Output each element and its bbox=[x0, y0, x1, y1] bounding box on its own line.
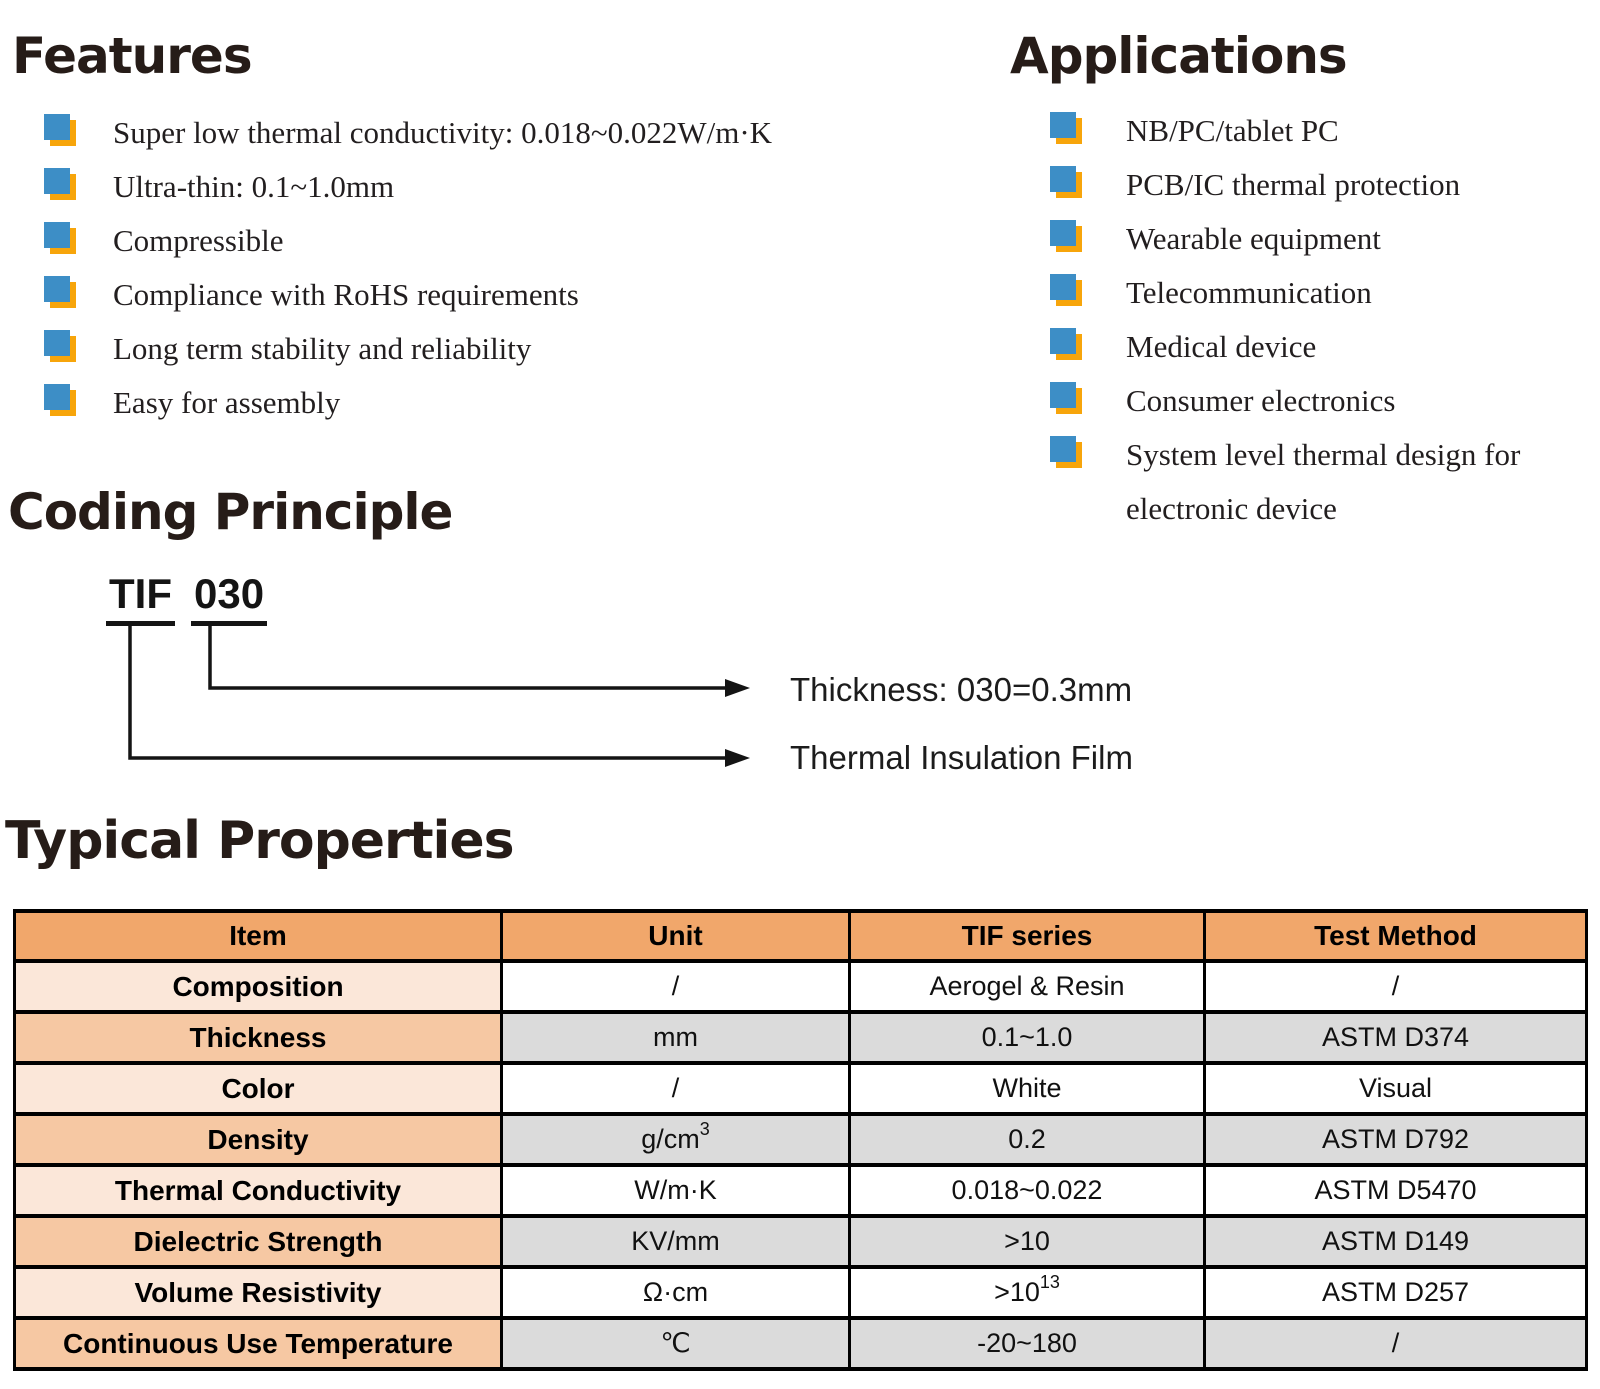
tif-series-cell: $>10^{13}$ bbox=[850, 1267, 1205, 1318]
item-cell: Density bbox=[15, 1114, 502, 1165]
feature-item bbox=[50, 268, 772, 322]
coding-connector-lines bbox=[100, 620, 800, 785]
test-method-cell: / bbox=[1205, 1318, 1587, 1369]
square-bullet-icon bbox=[50, 390, 76, 416]
square-bullet-icon bbox=[1056, 118, 1082, 144]
column-header: TIF series bbox=[850, 911, 1205, 961]
square-bullet-icon bbox=[1056, 334, 1082, 360]
application-item-label: Consumer electronics bbox=[1126, 383, 1396, 418]
square-bullet-icon bbox=[50, 282, 76, 308]
applications-list bbox=[1056, 104, 1598, 536]
item-cell: Dielectric Strength bbox=[15, 1216, 502, 1267]
unit-cell: $g/cm^3$ bbox=[502, 1114, 850, 1165]
features-title: Features bbox=[12, 27, 252, 85]
table-row bbox=[15, 1165, 1587, 1216]
square-bullet-icon bbox=[50, 228, 76, 254]
unit-cell: ℃ bbox=[502, 1318, 850, 1369]
square-bullet-icon bbox=[50, 174, 76, 200]
typical-properties-table bbox=[13, 909, 1588, 1371]
feature-item-label: Compliance with RoHS requirements bbox=[113, 277, 579, 312]
column-header: Unit bbox=[502, 911, 850, 961]
application-item bbox=[1056, 266, 1598, 320]
tif-series-cell: 0.1~1.0 bbox=[850, 1012, 1205, 1063]
tif-series-cell: White bbox=[850, 1063, 1205, 1114]
code-suffix: 030 bbox=[191, 570, 267, 626]
tif-series-cell: Aerogel & Resin bbox=[850, 961, 1205, 1012]
applications-title: Applications bbox=[1010, 27, 1347, 85]
tif-series-cell: >10 bbox=[850, 1216, 1205, 1267]
table-row bbox=[15, 1216, 1587, 1267]
table-row bbox=[15, 961, 1587, 1012]
square-bullet-icon bbox=[1056, 442, 1082, 468]
feature-item bbox=[50, 160, 772, 214]
film-name-label: Thermal Insulation Film bbox=[790, 739, 1133, 776]
feature-item bbox=[50, 214, 772, 268]
feature-item-label: Compressible bbox=[113, 223, 284, 258]
thickness-code-label: Thickness: 030=0.3mm bbox=[790, 671, 1133, 708]
test-method-cell: / bbox=[1205, 961, 1587, 1012]
feature-item bbox=[50, 376, 772, 430]
feature-item bbox=[50, 322, 772, 376]
unit-cell: / bbox=[502, 1063, 850, 1114]
table-row bbox=[15, 1012, 1587, 1063]
application-item bbox=[1056, 320, 1598, 374]
test-method-cell: ASTM D792 bbox=[1205, 1114, 1587, 1165]
application-item bbox=[1056, 428, 1598, 536]
feature-item-label: Long term stability and reliability bbox=[113, 331, 532, 366]
application-item bbox=[1056, 104, 1598, 158]
unit-cell: Ω·cm bbox=[502, 1267, 850, 1318]
unit-cell: W/m·K bbox=[502, 1165, 850, 1216]
coding-principle-title: Coding Principle bbox=[8, 483, 453, 541]
feature-item bbox=[50, 106, 772, 160]
table-row bbox=[15, 1267, 1587, 1318]
test-method-cell: ASTM D257 bbox=[1205, 1267, 1587, 1318]
typical-properties-title: Typical Properties bbox=[5, 811, 514, 871]
square-bullet-icon bbox=[50, 336, 76, 362]
application-item-label: Wearable equipment bbox=[1126, 221, 1381, 256]
application-item-label: PCB/IC thermal protection bbox=[1126, 167, 1461, 202]
application-item bbox=[1056, 374, 1598, 428]
application-item-label: Medical device bbox=[1126, 329, 1317, 364]
code-prefix: TIF bbox=[106, 570, 175, 626]
application-item-label: NB/PC/tablet PC bbox=[1126, 113, 1339, 148]
column-header: Test Method bbox=[1205, 911, 1587, 961]
item-cell: Color bbox=[15, 1063, 502, 1114]
test-method-cell: Visual bbox=[1205, 1063, 1587, 1114]
arrow-right-icon bbox=[725, 749, 750, 767]
column-header: Item bbox=[15, 911, 502, 961]
feature-item-label: Super low thermal conductivity: 0.018~0.022W/m·K bbox=[113, 115, 773, 150]
item-cell: Composition bbox=[15, 961, 502, 1012]
square-bullet-icon bbox=[1056, 280, 1082, 306]
table-row bbox=[15, 1063, 1587, 1114]
test-method-cell: ASTM D374 bbox=[1205, 1012, 1587, 1063]
feature-item-label: Ultra-thin: 0.1~1.0mm bbox=[113, 169, 395, 204]
item-cell: Thickness bbox=[15, 1012, 502, 1063]
product-code bbox=[106, 570, 267, 626]
square-bullet-icon bbox=[1056, 172, 1082, 198]
square-bullet-icon bbox=[1056, 388, 1082, 414]
application-item bbox=[1056, 158, 1598, 212]
square-bullet-icon bbox=[1056, 226, 1082, 252]
tif-series-cell: 0.2 bbox=[850, 1114, 1205, 1165]
application-item bbox=[1056, 212, 1598, 266]
square-bullet-icon bbox=[50, 120, 76, 146]
arrow-right-icon bbox=[725, 679, 750, 697]
unit-cell: / bbox=[502, 961, 850, 1012]
table-header-row bbox=[15, 911, 1587, 961]
unit-cell: KV/mm bbox=[502, 1216, 850, 1267]
tif-series-cell: 0.018~0.022 bbox=[850, 1165, 1205, 1216]
item-cell: Continuous Use Temperature bbox=[15, 1318, 502, 1369]
tif-series-cell: -20~180 bbox=[850, 1318, 1205, 1369]
item-cell: Thermal Conductivity bbox=[15, 1165, 502, 1216]
item-cell: Volume Resistivity bbox=[15, 1267, 502, 1318]
features-list bbox=[50, 106, 772, 430]
test-method-cell: ASTM D5470 bbox=[1205, 1165, 1587, 1216]
feature-item-label: Easy for assembly bbox=[113, 385, 341, 420]
test-method-cell: ASTM D149 bbox=[1205, 1216, 1587, 1267]
table-row bbox=[15, 1318, 1587, 1369]
table-row bbox=[15, 1114, 1587, 1165]
unit-cell: mm bbox=[502, 1012, 850, 1063]
application-item-label: Telecommunication bbox=[1126, 275, 1372, 310]
application-item-label: System level thermal design for electronic device bbox=[1126, 437, 1521, 526]
